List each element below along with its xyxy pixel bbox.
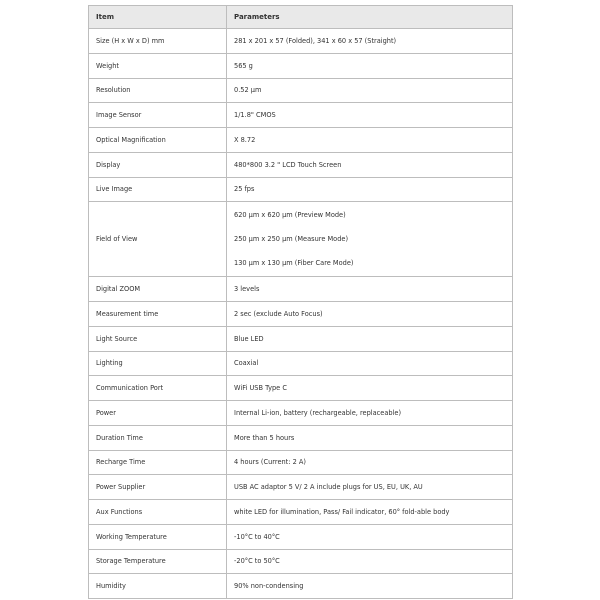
field-of-view-values <box>234 211 505 267</box>
value-cell: 4 hours (Current: 2 A) <box>227 450 513 475</box>
table-row-recharge-time <box>89 450 513 475</box>
item-cell: Light Source <box>89 326 227 351</box>
table-row-lighting <box>89 351 513 376</box>
value-cell: 0.52 μm <box>227 78 513 103</box>
item-cell: Power <box>89 401 227 426</box>
table-row-measurement-time <box>89 302 513 327</box>
value-cell: 1/1.8" CMOS <box>227 103 513 128</box>
item-cell: Live Image <box>89 177 227 202</box>
item-cell: Aux Functions <box>89 500 227 525</box>
table-row-storage-temperature <box>89 549 513 574</box>
table-row-live-image <box>89 177 513 202</box>
table-row-duration-time <box>89 425 513 450</box>
item-cell: Communication Port <box>89 376 227 401</box>
value-cell: 281 x 201 x 57 (Folded), 341 x 60 x 57 (Straight) <box>227 29 513 54</box>
value-cell: 3 levels <box>227 277 513 302</box>
value-cell: Internal Li-ion, battery (rechargeable, replaceable) <box>227 401 513 426</box>
value-cell: 90% non-condensing <box>227 574 513 599</box>
fov-preview-mode: 620 μm x 620 μm (Preview Mode) <box>234 211 346 220</box>
item-cell: Weight <box>89 53 227 78</box>
value-cell: Coaxial <box>227 351 513 376</box>
value-cell: 25 fps <box>227 177 513 202</box>
value-cell: 565 g <box>227 53 513 78</box>
table-row-resolution <box>89 78 513 103</box>
spec-table <box>88 5 513 599</box>
table-row-light-source <box>89 326 513 351</box>
fov-measure-mode: 250 μm x 250 μm (Measure Mode) <box>234 235 349 244</box>
header-row <box>89 6 513 29</box>
table-row-power <box>89 401 513 426</box>
item-cell: Humidity <box>89 574 227 599</box>
item-cell: Optical Magnification <box>89 128 227 153</box>
table-row-working-temperature <box>89 524 513 549</box>
value-cell: 480*800 3.2 " LCD Touch Screen <box>227 152 513 177</box>
item-cell: Duration Time <box>89 425 227 450</box>
table-row-image-sensor <box>89 103 513 128</box>
value-cell: More than 5 hours <box>227 425 513 450</box>
value-cell: WiFi USB Type C <box>227 376 513 401</box>
header-parameters: Parameters <box>227 6 513 29</box>
item-cell: Image Sensor <box>89 103 227 128</box>
item-cell: Field of View <box>89 202 227 277</box>
table-row-communication-port <box>89 376 513 401</box>
value-cell: USB AC adaptor 5 V/ 2 A include plugs for US, EU, UK, AU <box>227 475 513 500</box>
fov-fiber-care-mode: 130 μm x 130 μm (Fiber Care Mode) <box>234 259 354 268</box>
table-row-field-of-view <box>89 202 513 277</box>
table-row-optical-magnification <box>89 128 513 153</box>
item-cell: Working Temperature <box>89 524 227 549</box>
value-cell: Blue LED <box>227 326 513 351</box>
table-row-power-supplier <box>89 475 513 500</box>
item-cell: Display <box>89 152 227 177</box>
item-cell: Size (H x W x D) mm <box>89 29 227 54</box>
value-cell <box>227 202 513 277</box>
table-row-weight <box>89 53 513 78</box>
item-cell: Measurement time <box>89 302 227 327</box>
value-cell: -10°C to 40°C <box>227 524 513 549</box>
item-cell: Power Supplier <box>89 475 227 500</box>
table-row-aux-functions <box>89 500 513 525</box>
table-row-humidity <box>89 574 513 599</box>
item-cell: Lighting <box>89 351 227 376</box>
value-cell: white LED for illumination, Pass/ Fail indicator, 60° fold-able body <box>227 500 513 525</box>
value-cell: 2 sec (exclude Auto Focus) <box>227 302 513 327</box>
table-row-digital-zoom <box>89 277 513 302</box>
table-row-display <box>89 152 513 177</box>
item-cell: Storage Temperature <box>89 549 227 574</box>
table-row-size <box>89 29 513 54</box>
header-item: Item <box>89 6 227 29</box>
item-cell: Recharge Time <box>89 450 227 475</box>
table-body <box>89 29 513 599</box>
item-cell: Digital ZOOM <box>89 277 227 302</box>
value-cell: X 8.72 <box>227 128 513 153</box>
table-header <box>89 6 513 29</box>
value-cell: -20°C to 50°C <box>227 549 513 574</box>
item-cell: Resolution <box>89 78 227 103</box>
